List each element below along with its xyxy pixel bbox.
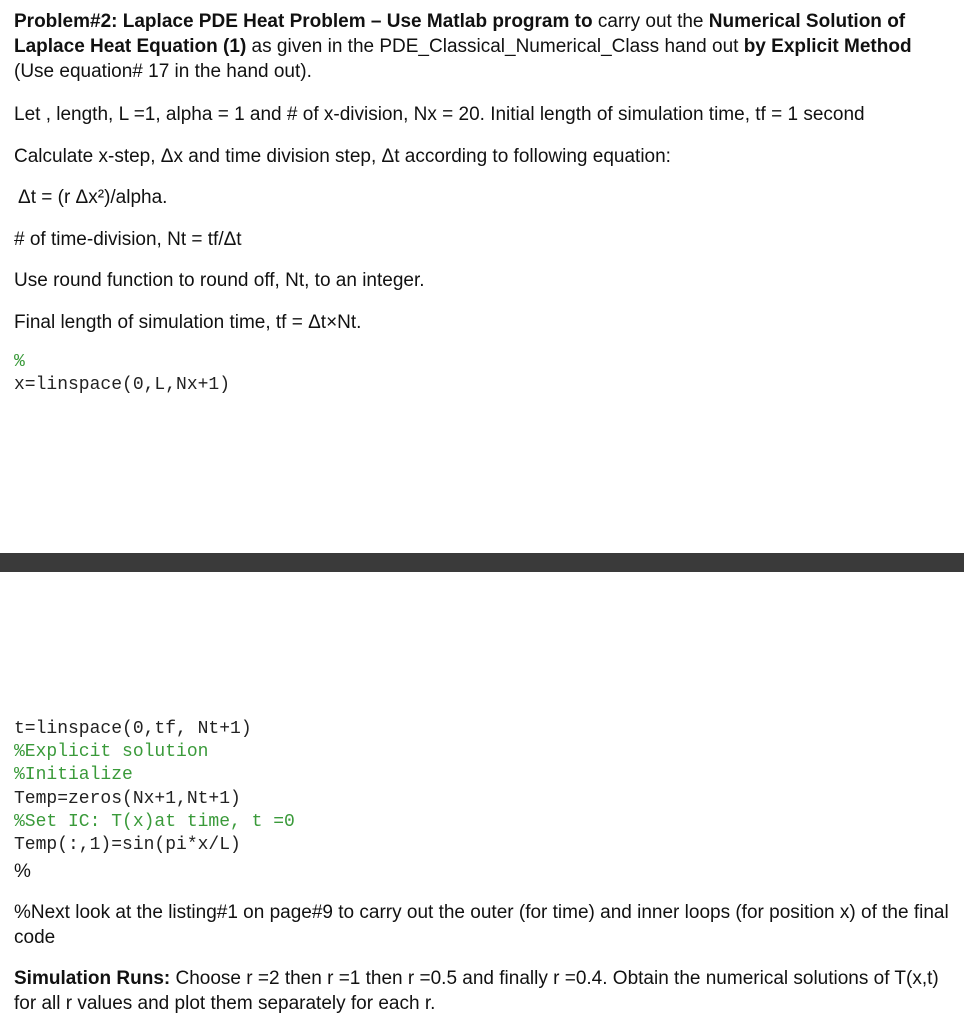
code-comment: % (14, 352, 25, 372)
code-linspace-t: t=linspace(0,tf, Nt+1) (14, 719, 252, 739)
problem-statement (14, 9, 954, 84)
dt-equation: Δt = (r Δx²)/alpha. (18, 187, 168, 208)
simulation-runs-label: Simulation Runs: (14, 968, 171, 989)
code-comment-explicit: %Explicit solution (14, 742, 209, 762)
title-part-6: (Use equation# 17 in the hand out). (14, 61, 312, 82)
title-part-4: as given in the PDE_Classical_Numerical_Class hand out (246, 36, 744, 57)
title-part-1: Problem#2: Laplace PDE Heat Problem – Use Matlab program to (14, 11, 593, 32)
code-percent: % (14, 861, 31, 882)
code-comment-ic: %Set IC: T(x)at time, t =0 (14, 812, 295, 832)
problem-title (14, 9, 954, 84)
calc-line: Calculate x-step, Δx and time division step, Δt according to following equation: (14, 146, 671, 167)
title-part-2: carry out the (592, 11, 709, 32)
next-instruction: %Next look at the listing#1 on page#9 to carry out the outer (for time) and inner loops (for position x) of the final code (14, 902, 949, 948)
title-part-3: Numerical Solution of Laplace Heat Equation (1) (14, 11, 906, 57)
simulation-runs (14, 966, 954, 1016)
code-temp-zeros: Temp=zeros(Nx+1,Nt+1) (14, 789, 241, 809)
simulation-runs-text: Choose r =2 then r =1 then r =0.5 and finally r =0.4. Obtain the numerical solutions of T(x,t) for all r values and plot them separately for each r. (14, 968, 939, 1014)
code-linspace-x: x=linspace(0,L,Nx+1) (14, 375, 231, 395)
nt-equation: # of time-division, Nt = tf/Δt (14, 229, 242, 250)
round-line: Use round function to round off, Nt, to an integer. (14, 270, 425, 291)
page-divider (0, 553, 964, 572)
params-line: Let , length, L =1, alpha = 1 and # of x-division, Nx = 20. Initial length of simulation time, tf = 1 second (14, 104, 865, 125)
code-temp-sin: Temp(:,1)=sin(pi*x/L) (14, 835, 241, 855)
title-part-5: by Explicit Method (743, 36, 912, 57)
final-line: Final length of simulation time, tf = Δt×Nt. (14, 312, 362, 333)
code-comment-initialize: %Initialize (14, 765, 133, 785)
